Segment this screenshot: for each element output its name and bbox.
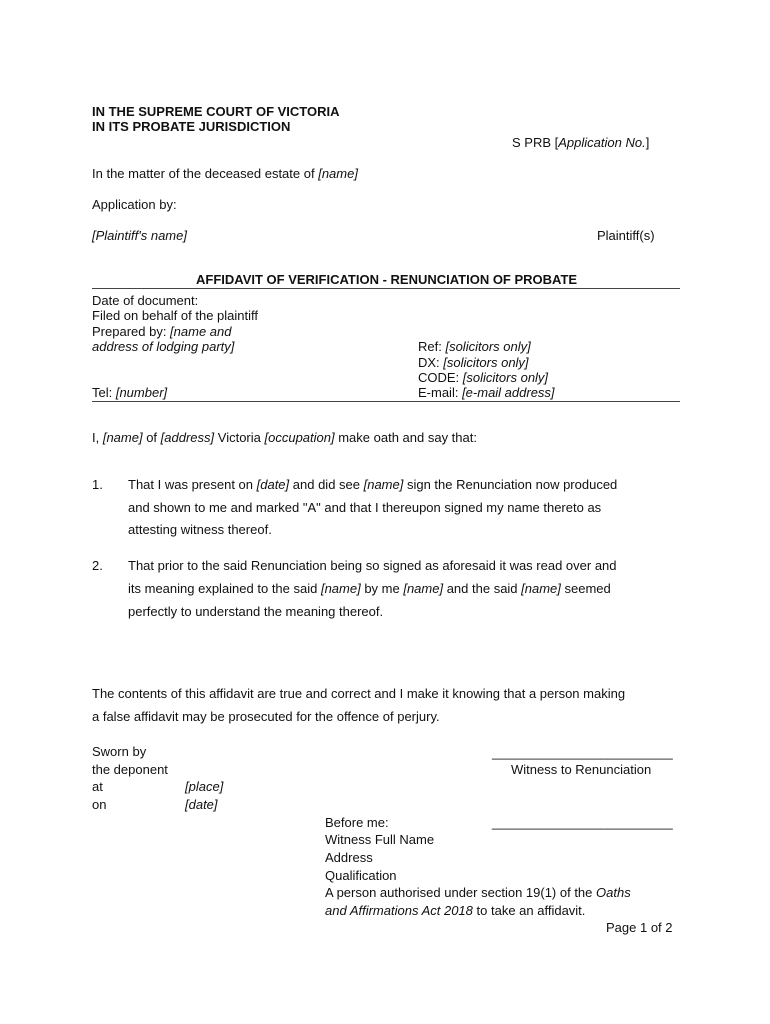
place: [place]	[185, 779, 224, 794]
para2-line3: perfectly to understand the meaning thereof.	[128, 604, 384, 619]
oath-line: I, [name] of [address] Victoria [occupation] make oath and say that:	[92, 430, 477, 445]
sworn-by: Sworn by	[92, 744, 147, 759]
code: CODE: [solicitors only]	[418, 370, 549, 385]
document-title: AFFIDAVIT OF VERIFICATION - RENUNCIATION OF PROBATE	[196, 272, 578, 287]
para2-line1: That prior to the said Renunciation being so signed as aforesaid it was read over and	[128, 558, 617, 573]
authorisation-line2: and Affirmations Act 2018 to take an affidavit.	[325, 903, 586, 918]
para1-line1: That I was present on [date] and did see [name] sign the Renunciation now produced	[128, 477, 618, 492]
page-number: Page 1 of 2	[606, 920, 673, 935]
authorised-signature-line: _________________________	[492, 815, 673, 830]
before-me: Before me:	[325, 815, 389, 830]
plaintiff-label: Plaintiff(s)	[597, 228, 655, 243]
email: E-mail: [e-mail address]	[418, 385, 555, 400]
witness-address: Address	[325, 850, 373, 865]
application-number: S PRB [Application No.]	[512, 135, 650, 150]
filing-rule	[92, 401, 680, 402]
date: [date]	[185, 797, 218, 812]
para2-line2: its meaning explained to the said [name] by me [name] and the said [name] seemed	[128, 581, 611, 596]
contents-line2: a false affidavit may be prosecuted for the offence of perjury.	[92, 709, 440, 724]
para1-line2: and shown to me and marked "A" and that I thereupon signed my name thereto as	[128, 500, 602, 515]
ref: Ref: [solicitors only]	[418, 339, 531, 354]
filed-on-behalf: Filed on behalf of the plaintiff	[92, 308, 258, 323]
plaintiff-name: [Plaintiff's name]	[92, 228, 187, 243]
contents-line1: The contents of this affidavit are true and correct and I make it knowing that a person making	[92, 686, 626, 701]
on-label: on	[92, 797, 107, 812]
application-by: Application by:	[92, 197, 177, 212]
at-label: at	[92, 779, 103, 794]
dx: DX: [solicitors only]	[418, 355, 529, 370]
date-of-document: Date of document:	[92, 293, 199, 308]
court-name: IN THE SUPREME COURT OF VICTORIA	[92, 104, 340, 119]
deceased-name: [name]	[318, 166, 358, 181]
witness-signature-line: _________________________	[492, 745, 673, 760]
witness-full-name: Witness Full Name	[325, 832, 435, 847]
para1-number: 1.	[92, 477, 103, 492]
tel: Tel: [number]	[92, 385, 168, 400]
prepared-by-address: address of lodging party]	[92, 339, 235, 354]
para1-line3: attesting witness thereof.	[128, 522, 272, 537]
matter-line: In the matter of the deceased estate of [name]	[92, 166, 358, 181]
witness-qualification: Qualification	[325, 868, 397, 883]
title-rule	[92, 288, 680, 289]
the-deponent: the deponent	[92, 762, 168, 777]
jurisdiction: IN ITS PROBATE JURISDICTION	[92, 119, 291, 134]
authorisation-line1: A person authorised under section 19(1) of the Oaths	[325, 885, 631, 900]
para2-number: 2.	[92, 558, 103, 573]
witness-label: Witness to Renunciation	[511, 762, 652, 777]
prepared-by: Prepared by: [name and	[92, 324, 232, 339]
